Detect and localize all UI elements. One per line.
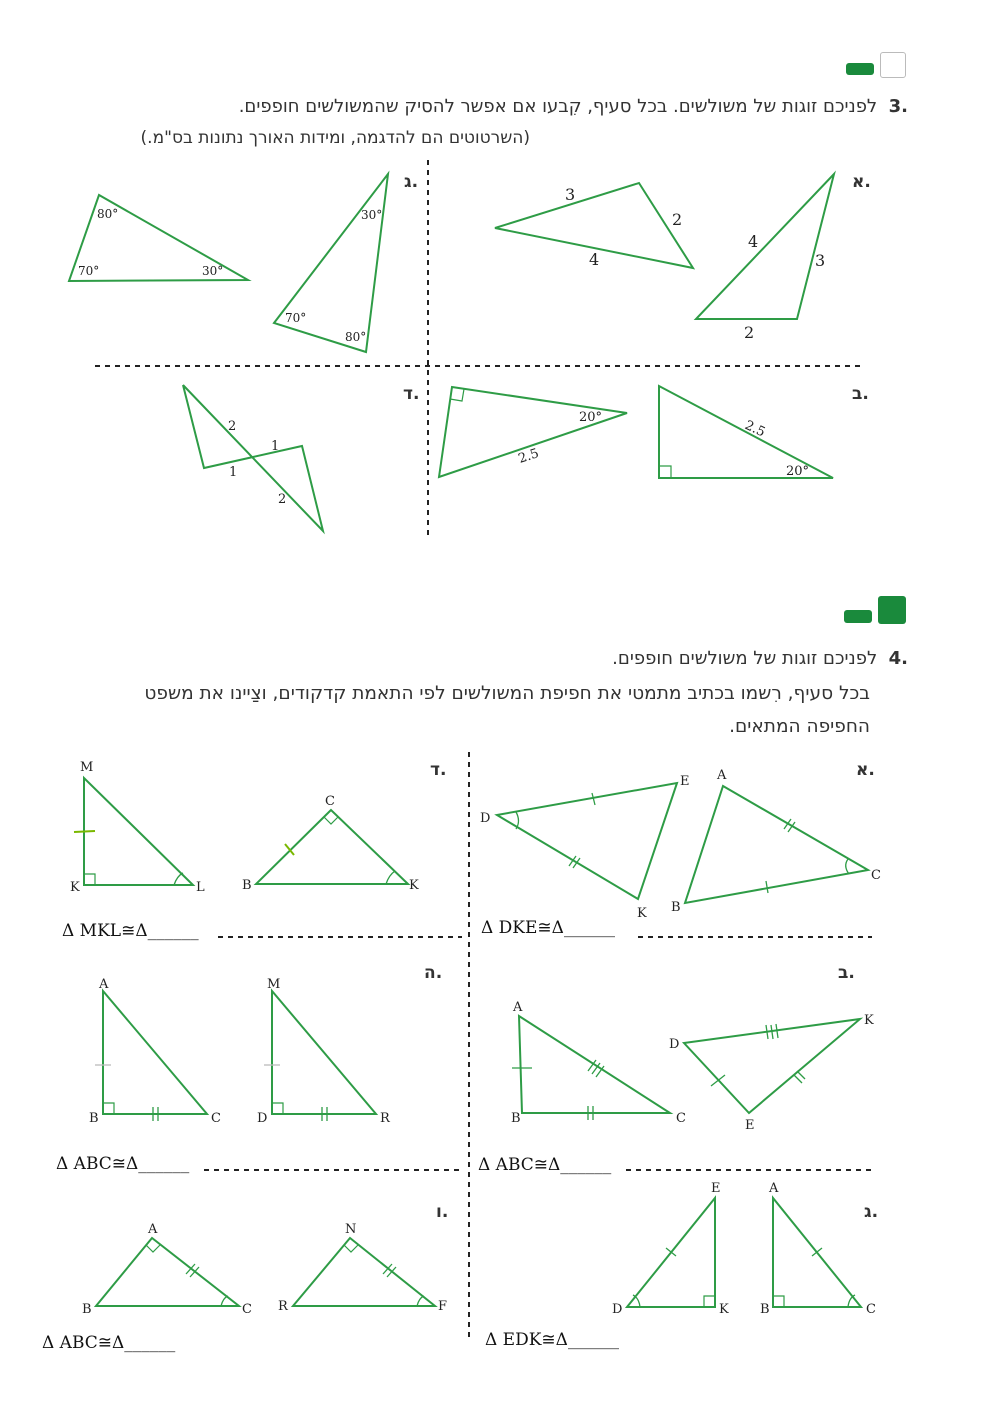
q4a-triangle-1 — [497, 783, 677, 899]
q3d-mark-1a: 1 — [271, 439, 280, 454]
q3-label-g: ג. — [404, 172, 419, 192]
q4h-v-R: R — [380, 1111, 390, 1126]
q4d-triangle-1 — [84, 778, 193, 885]
q3a-t2-side-2: 2 — [672, 210, 683, 229]
q4a-v-D: D — [480, 811, 491, 826]
q4d-triangle-2 — [256, 810, 408, 884]
q4d-v-C: C — [325, 794, 335, 809]
q4a-v-C: C — [871, 868, 881, 883]
q3b-triangle-2 — [439, 387, 627, 477]
q4g-v-B: B — [760, 1302, 770, 1317]
q3g-t1-angle-70: 70° — [285, 311, 307, 325]
q3a-t1-side-3: 3 — [815, 251, 826, 270]
q3-label-b: ב. — [852, 384, 869, 404]
q4d-right-angle-1 — [84, 874, 95, 885]
q3d-mark-2b: 2 — [278, 492, 287, 507]
q4v-v-F: F — [438, 1299, 448, 1314]
answer-h[interactable]: Δ ABC≅Δ______ — [56, 1154, 190, 1174]
q3b-t2-side: 2.5 — [516, 446, 541, 467]
q4a-v-E: E — [680, 774, 690, 789]
q4h-v-C: C — [211, 1111, 221, 1126]
q4v-v-C: C — [242, 1302, 252, 1317]
answer-d[interactable]: Δ MKL≅Δ______ — [62, 921, 199, 941]
answer-v[interactable]: Δ ABC≅Δ______ — [42, 1333, 176, 1353]
q4-label-g: ג. — [864, 1202, 879, 1222]
q4d-v-B: B — [242, 878, 252, 893]
q4b-v-C: C — [676, 1111, 686, 1126]
q4h-v-M: M — [267, 977, 281, 992]
q4d-t2-arc — [386, 871, 395, 884]
q4h-triangle-1 — [103, 991, 207, 1114]
q4-label-a: א. — [856, 760, 875, 780]
q4d-v-K: K — [70, 880, 80, 895]
q4b-v-A: A — [513, 1000, 523, 1015]
q4-label-h: ה. — [424, 963, 443, 983]
q4a-v-K: K — [637, 906, 647, 921]
q4d-v-L: L — [196, 880, 205, 895]
q3b-t1-side: 2.5 — [742, 418, 768, 441]
q3g-t2-angle-70: 70° — [78, 264, 100, 278]
q4-line2: בכל סעיף, רִשמו בכתיב מתמטי את חפיפת המשולשים לפי התאמת קדקודים, וצַיינו את משפט — [144, 683, 870, 704]
q3g-t1-angle-30: 30° — [361, 208, 383, 222]
q3a-t2-side-3: 3 — [565, 185, 576, 204]
q4b-triangle-1 — [519, 1016, 670, 1113]
q3-number: .3 — [888, 96, 908, 117]
q4d-right-angle-2 — [324, 817, 338, 824]
q4b-t2-tick2b — [797, 1071, 805, 1079]
q3-text: לפניכם זוגות של משולשים. בכל סעיף, קִבעו אם אפשר להסיק שהמשולשים חופפים. — [238, 96, 878, 117]
q4a-v-A: A — [717, 768, 727, 783]
q3g-t1-angle-80: 80° — [345, 330, 367, 344]
q3d-mark-1b: 1 — [229, 465, 238, 480]
q4-label-d: ד. — [430, 760, 447, 780]
q4h-triangle-2 — [272, 991, 376, 1114]
q4b-t2-tick2a — [794, 1075, 802, 1083]
q4a-t2-tick1 — [766, 881, 768, 893]
q4g-right-angle-2 — [773, 1296, 784, 1307]
q3-note: (השרטוטים הם להדגמה, ומידות האורך נתונות בס"מ.) — [140, 128, 530, 148]
q3a-t1-side-4: 4 — [748, 232, 759, 251]
q4v-triangle-1 — [96, 1238, 239, 1306]
q4a-triangle-2 — [685, 786, 868, 903]
q3a-t1-side-2: 2 — [744, 323, 755, 342]
q4-label-v: ו. — [436, 1202, 449, 1222]
q4d-v-K2: K — [409, 878, 419, 893]
q3d-mark-2a: 2 — [228, 419, 237, 434]
q3g-triangle-1 — [274, 174, 388, 352]
q4g-v-C: C — [866, 1302, 876, 1317]
q4-number: .4 — [888, 648, 908, 669]
q4b-v-D: D — [669, 1037, 680, 1052]
q4h-v-A: A — [99, 977, 109, 992]
q4h-v-B: B — [89, 1111, 99, 1126]
q4b-v-E: E — [745, 1118, 755, 1133]
q4g-right-angle-1 — [704, 1296, 715, 1307]
q3b-t1-angle: 20° — [786, 464, 810, 479]
q4a-t2-arc — [846, 859, 849, 874]
q3a-triangle-1 — [696, 174, 834, 319]
q3a-t2-side-4: 4 — [589, 250, 600, 269]
q4g-v-A: A — [769, 1181, 779, 1196]
q4-line1: לפניכם זוגות של משולשים חופפים. — [612, 648, 878, 669]
q4b-v-B: B — [511, 1111, 521, 1126]
answer-a[interactable]: Δ DKE≅Δ______ — [481, 918, 615, 938]
q4v-triangle-2 — [293, 1238, 435, 1306]
q4-line3: החפיפה המתאים. — [729, 716, 870, 737]
q4v-right-angle-1 — [146, 1245, 160, 1252]
q4v-v-R: R — [278, 1299, 288, 1314]
q3g-t2-angle-80: 80° — [97, 207, 119, 221]
q4-label-b: ב. — [838, 963, 855, 983]
answer-b[interactable]: Δ ABC≅Δ______ — [478, 1155, 612, 1175]
q4v-v-N: N — [345, 1222, 357, 1237]
q4g-v-D: D — [612, 1302, 623, 1317]
answer-g[interactable]: Δ EDK≅Δ______ — [485, 1330, 619, 1350]
q4b-v-K: K — [864, 1013, 874, 1028]
q3b-t2-angle: 20° — [579, 410, 603, 425]
q3b-right-angle-1 — [659, 466, 671, 478]
q4d-v-M: M — [80, 760, 94, 775]
q3-label-a: א. — [852, 172, 871, 192]
q4d-t1-tick — [74, 831, 95, 832]
q4v-v-B: B — [82, 1302, 92, 1317]
q3g-t2-angle-30: 30° — [202, 264, 224, 278]
q4v-right-angle-2 — [344, 1245, 358, 1252]
q3d-bowtie — [183, 385, 323, 531]
q3-label-d: ד. — [403, 384, 420, 404]
q4h-v-D: D — [257, 1111, 268, 1126]
q4h-right-angle-1 — [103, 1103, 114, 1114]
q4a-v-B: B — [671, 900, 681, 915]
q4v-v-A: A — [148, 1222, 158, 1237]
q4g-v-E: E — [711, 1181, 721, 1196]
q4h-right-angle-2 — [272, 1103, 283, 1114]
q4g-v-K: K — [719, 1302, 729, 1317]
